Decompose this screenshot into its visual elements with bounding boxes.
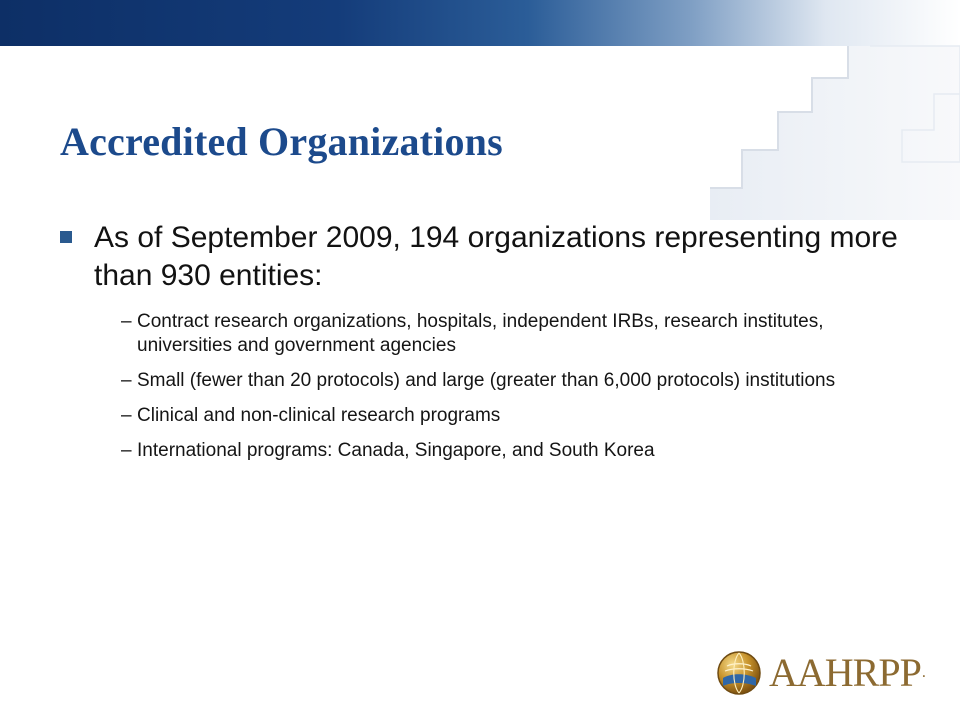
sub-bullet-text: International programs: Canada, Singapore, and South Korea	[137, 440, 655, 461]
dash-bullet-icon: –	[121, 370, 132, 391]
aahrpp-logo	[715, 644, 926, 702]
sub-bullet-item	[121, 439, 910, 463]
dash-bullet-icon: –	[121, 440, 132, 461]
top-banner	[0, 0, 960, 46]
sub-bullet-item	[121, 369, 910, 393]
sub-bullet-list	[60, 310, 910, 463]
logo-letters: AAHRPP	[769, 650, 921, 695]
main-bullet-text: As of September 2009, 194 organizations representing more than 930 entities:	[94, 221, 898, 292]
dash-bullet-icon: –	[121, 405, 132, 426]
sub-bullet-text: Clinical and non-clinical research programs	[137, 405, 501, 426]
sub-bullet-text: Small (fewer than 20 protocols) and large (greater than 6,000 protocols) institutions	[137, 370, 836, 391]
logo-text	[769, 644, 925, 702]
globe-seal-icon	[715, 649, 763, 697]
dash-bullet-icon: –	[121, 311, 132, 332]
main-bullet	[60, 219, 910, 295]
square-bullet-icon	[60, 231, 72, 243]
sub-bullet-item	[121, 404, 910, 428]
sub-bullet-item	[121, 310, 910, 358]
slide-content	[60, 219, 910, 474]
logo-mark: .	[921, 664, 925, 681]
page-title: Accredited Organizations	[60, 119, 503, 164]
sub-bullet-text: Contract research organizations, hospitals, independent IRBs, research institutes, universities and government agencies	[137, 311, 824, 356]
